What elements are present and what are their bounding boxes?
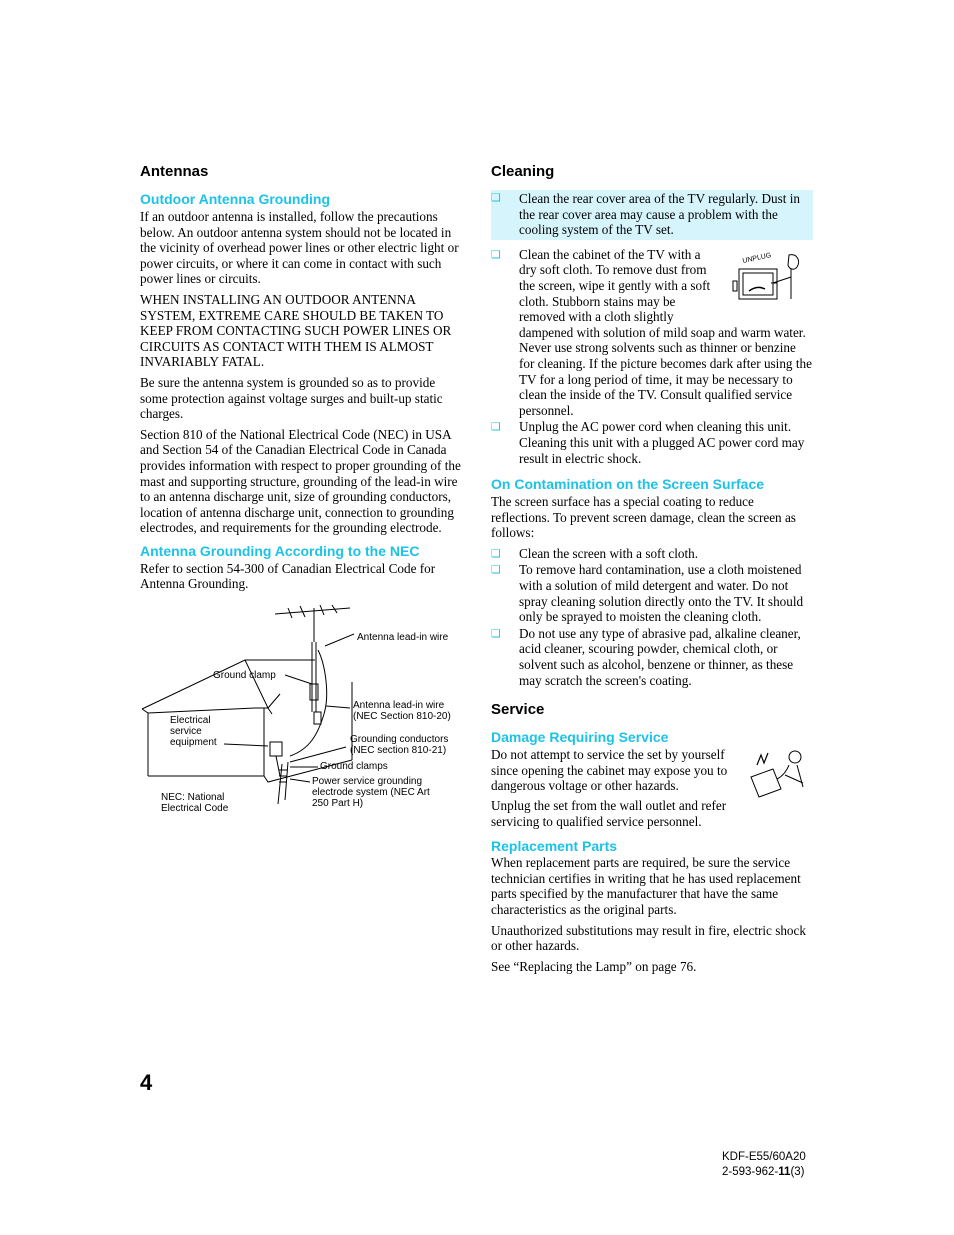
nec-grounding-title: Antenna Grounding According to the NEC — [140, 542, 420, 559]
label-lead-in-wire-2: (NEC Section 810-20) — [353, 711, 451, 723]
service-person-illustration — [745, 747, 811, 799]
footer-code-bold: 11 — [778, 1166, 791, 1178]
damage-line-5: servicing to qualified service personnel. — [491, 813, 702, 829]
label-power-service-3: 250 Part H) — [312, 798, 364, 810]
damage-requiring-service-title: Damage Requiring Service — [491, 729, 669, 746]
damage-line-4: Unplug the set from the wall outlet and refer — [491, 798, 727, 813]
label-ground-clamp: Ground clamp — [213, 670, 276, 682]
bullet-icon: ❏ — [491, 546, 501, 560]
contamination-bullet-1 — [491, 546, 813, 562]
outdoor-antenna-grounding-title: Outdoor Antenna Grounding — [140, 191, 331, 207]
page-number: 4 — [140, 1070, 153, 1095]
outdoor-paragraph-4: Section 810 of the National Electrical Code (NEC) in USA and Section 54 of the Canadian Electrical Code in Canada provides information with respect to proper grounding of the mast and supporting structure, grounding of the lead-in wire to an antenna discharge unit, size of grounding conductors, location of antenna discharge unit, connection to grounding electrodes, and requirements for the grounding electrode. — [140, 426, 461, 536]
replacement-paragraph-3: See “Replacing the Lamp” on page 76. — [491, 958, 697, 974]
damage-line-3: dangerous voltage or other hazards. — [491, 778, 679, 794]
label-electrical-1: Electrical — [170, 715, 211, 727]
damage-line-2: since opening the cabinet may expose you to — [491, 762, 728, 778]
footer-code-suffix: (3) — [790, 1166, 805, 1178]
cleaning-bullet-1-text: Clean the rear cover area of the TV regularly. Dust in the rear cover area may cause a problem with the cooling system of the TV set. — [519, 191, 800, 238]
left-column — [140, 163, 462, 819]
antenna-grounding-diagram — [140, 604, 462, 819]
label-lead-in-wire-1: Antenna lead-in wire — [353, 700, 445, 712]
footer — [722, 1150, 806, 1180]
bullet-icon: ❏ — [491, 626, 501, 640]
cleaning-bullet-3 — [491, 419, 813, 466]
damage-line-1: Do not attempt to service the set by yourself — [491, 747, 725, 763]
footer-code-prefix: 2-593-962- — [722, 1166, 779, 1178]
contamination-bullet-3-text: Do not use any type of abrasive pad, alkaline cleaner, acid cleaner, scouring powder, chemical cloth, or solvent such as alcohol, benzene or thinner, as these may scratch the screen's coating. — [519, 625, 801, 688]
footer-code — [722, 1165, 806, 1180]
cleaning-bullet-2-line-4: cloth. Stubborn stains may be — [519, 293, 676, 309]
contamination-bullet-1-text: Clean the screen with a soft cloth. — [519, 545, 699, 561]
label-ground-clamps: Ground clamps — [320, 761, 388, 773]
contamination-bullet-2-text: To remove hard contamination, use a cloth moistened with a solution of mild detergent and water. Do not spray cleaning solution directly onto the TV. It should only be sprayed to moisten the cleaning cloth. — [519, 562, 804, 625]
right-column — [491, 163, 813, 974]
label-grounding-conductors-2: (NEC section 810-21) — [350, 745, 447, 757]
service-heading: Service — [491, 701, 545, 719]
cleaning-bullet-2 — [491, 247, 813, 419]
cleaning-bullet-1 — [491, 190, 813, 240]
label-electrical-2: service — [170, 726, 202, 738]
cleaning-bullet-3-text: Unplug the AC power cord when cleaning this unit. Cleaning this unit with a plugged AC power cord may result in electric shock. — [519, 419, 805, 466]
outdoor-warning-paragraph: WHEN INSTALLING AN OUTDOOR ANTENNA SYSTEM, EXTREME CARE SHOULD BE TAKEN TO KEEP FROM CONTACTING SUCH POWER LINES OR CIRCUITS AS CONTACT WITH THEM IS ALMOST INVARIABLY FATAL. — [140, 291, 452, 370]
outdoor-paragraph-3: Be sure the antenna system is grounded so as to provide some protection against voltage surges and built-up static charges. — [140, 374, 443, 422]
contamination-title: On Contamination on the Screen Surface — [491, 476, 765, 493]
damage-section — [491, 747, 813, 829]
unplug-text: UNPLUG — [741, 251, 772, 265]
cleaning-heading: Cleaning — [491, 163, 555, 180]
contamination-bullet-2 — [491, 562, 813, 624]
contamination-paragraph: The screen surface has a special coating to reduce reflections. To prevent screen damage, clean the screen as follows: — [491, 494, 796, 541]
unplug-illustration — [729, 251, 809, 317]
replacement-parts-title: Replacement Parts — [491, 838, 618, 855]
replacement-paragraph-1: When replacement parts are required, be sure the service technician certifies in writing that he has used replacement parts specified by the manufacturer that have the same characteristics as the original parts. — [491, 855, 801, 917]
antennas-heading: Antennas — [140, 163, 209, 180]
label-electrical-3: equipment — [170, 737, 217, 749]
cleaning-bullet-2-line-2: dry soft cloth. To remove dust from — [519, 262, 707, 278]
label-antenna-lead-in-wire: Antenna lead-in wire — [357, 632, 449, 644]
bullet-icon: ❏ — [491, 420, 501, 434]
bullet-icon: ❏ — [491, 191, 501, 204]
label-grounding-conductors-1: Grounding conductors — [350, 734, 449, 746]
nec-paragraph: Refer to section 54-300 of Canadian Electrical Code for Antenna Grounding. — [140, 560, 436, 592]
footer-model: KDF-E55/60A20 — [722, 1151, 806, 1163]
replacement-paragraph-2: Unauthorized substitutions may result in fire, electric shock or other hazards. — [491, 922, 806, 954]
bullet-icon: ❏ — [491, 563, 501, 577]
contamination-bullet-3 — [491, 626, 813, 688]
cleaning-bullet-2-line-3: the screen, wipe it gently with a soft — [519, 277, 711, 293]
cleaning-bullet-2-rest: dampened with solution of mild soap and warm water. Never use strong solvents such as thinner or benzine for cleaning. If the picture becomes dark after using the TV for a long period of time, it may be necessary to clean the inside of the TV. Consult qualified service personnel. — [519, 324, 812, 418]
label-power-service-2: electrode system (NEC Art — [312, 787, 430, 799]
cleaning-bullet-2-line-5: removed with a cloth slightly — [519, 309, 674, 325]
label-nec-2: Electrical Code — [161, 803, 229, 815]
cleaning-bullet-2-line-1: Clean the cabinet of the TV with a — [519, 246, 701, 262]
label-nec-1: NEC: National — [161, 792, 225, 804]
outdoor-paragraph-1: If an outdoor antenna is installed, follow the precautions below. An outdoor antenna system should not be located in the vicinity of overhead power lines or other electric light or power circuits, or where it can come in contact with such power lines or circuits. — [140, 209, 459, 287]
label-power-service-1: Power service grounding — [312, 776, 423, 788]
bullet-icon: ❏ — [491, 247, 501, 261]
